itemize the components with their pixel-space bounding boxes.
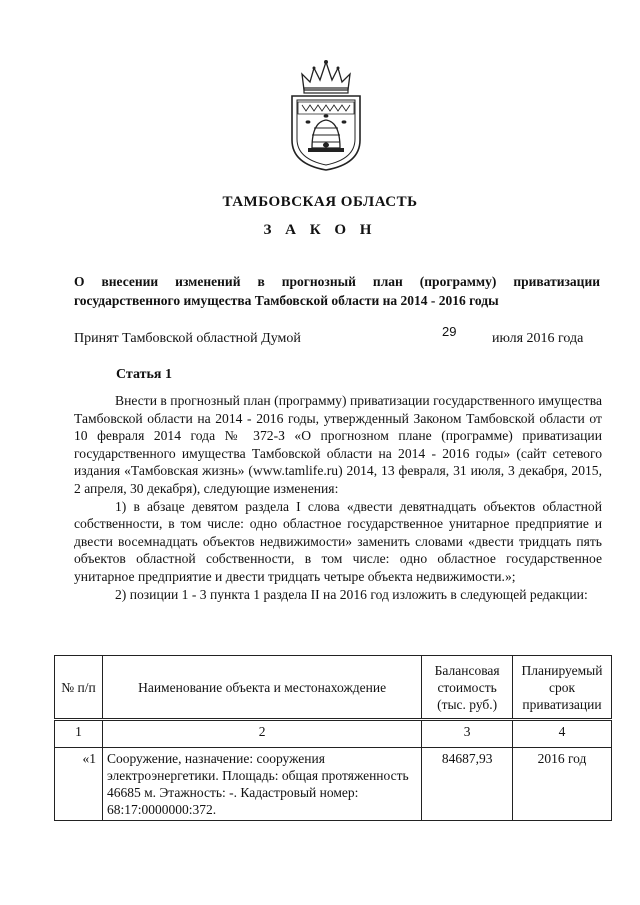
law-subject: [74, 272, 600, 310]
law-subject-line-2: государственного имущества Тамбовской области на 2014 - 2016 годы: [74, 293, 499, 308]
article-paragraph: 2) позиции 1 - 3 пункта 1 раздела II на 2016 год изложить в следующей редакции:: [115, 586, 588, 602]
article-paragraph: 1) в абзаце девятом раздела I слова «двести девятнадцать объектов областной собственности, в том числе: одно областное государственное унитарное предприятие и двести восемнадцать объектов недвижимости» заменить словами «двести тридцать пять объектов областной собственности, в том числе: одно областное государственное унитарное предприятие и двести тридцать четыре объекта недвижимости.»;: [74, 498, 602, 584]
table-header-cell: Планируемый срок приватизации: [513, 656, 612, 720]
table-header-cell: Наименование объекта и местонахождение: [102, 656, 421, 720]
article-paragraph: Внести в прогнозный план (программу) приватизации государственного имущества Тамбовской области на 2014 - 2016 годы, утвержденный Законом Тамбовской области от 10 февраля 2014 года № 372-З «О прогнозном плане (программе) приватизации государственного имущества Тамбовской области на 2014 - 2016 годы» (сайт сетевого издания «Тамбовская жизнь» (www.tamlife.ru) 2014, 13 февраля, 31 июля, 3 декабря, 2015, 2 апреля, 30 декабря), следующие изменения:: [74, 393, 602, 496]
adopted-by: Принят Тамбовской областной Думой: [74, 331, 301, 346]
planned-term-cell: 2016 год: [513, 748, 612, 821]
balance-value-cell: 84687,93: [422, 748, 513, 821]
law-title: З А К О Н: [263, 222, 377, 238]
table-header-cell: № п/п: [55, 656, 103, 720]
row-number-cell: «1: [55, 748, 103, 821]
table-column-numbers-row: [55, 720, 612, 748]
object-name-cell: Сооружение, назначение: сооружения электроэнергетики. Площадь: общая протяженность 46685 м. Этажность: -. Кадастровый номер: 68:17:0000000:372.: [102, 748, 421, 821]
article-body: [74, 392, 602, 603]
table-header-row: [55, 656, 612, 720]
article-title: Статья 1: [116, 367, 172, 382]
column-number-cell: 3: [422, 720, 513, 748]
table-row: [55, 748, 612, 821]
region-title: ТАМБОВСКАЯ ОБЛАСТЬ: [222, 194, 418, 210]
column-number-cell: 2: [102, 720, 421, 748]
column-number-cell: 4: [513, 720, 612, 748]
law-subject-line-1: О внесении изменений в прогнозный план (программу) приватизации: [74, 274, 600, 289]
adoption-month-year: июля 2016 года: [492, 331, 584, 346]
adoption-day: 29: [442, 324, 457, 339]
tambov-coat-of-arms-emblem: [284, 56, 368, 174]
privatization-table: [54, 655, 612, 821]
column-number-cell: 1: [55, 720, 103, 748]
table-header-cell: Балансовая стоимость (тыс. руб.): [422, 656, 513, 720]
